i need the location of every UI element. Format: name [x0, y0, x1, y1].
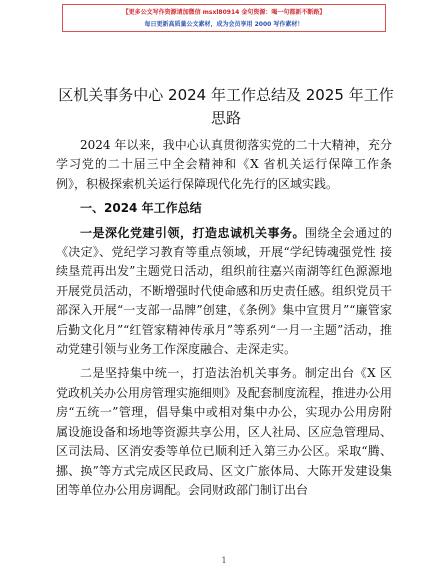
paragraph-1-body: 围绕全会通过的《决定》、党纪学习教育等重点领域，开展“学纪铸魂强党性 接续垦荒再出发”主题党日活动，组织前往嘉兴南湖等红色源源地开展党员活动，不断增强时代使命感和历史责任感。组织党员干部深入开展“一支部一品牌”创建，《条例》集中宣贯月”“廉管家后勤文化月”“红管家精神传承月”等系列“一月一主题”活动，推动党建引领与业务工作深度融合、走深走实。: [56, 225, 393, 357]
section-heading: 一、2024 年工作总结: [80, 201, 202, 216]
paragraph-1-lead: 一是深化党建引领，打造忠诚机关事务。: [80, 225, 305, 240]
page-number: 1: [221, 556, 227, 565]
document-title: 区机关事务中心 2024 年工作总结及 2025 年工作思路: [58, 86, 394, 127]
promo-line-1: 【更多公文写作资源请加微信 msxl80914 金句资源：喝一句都新不断路】: [122, 9, 326, 16]
document-body: [56, 136, 392, 505]
paragraph-2: 二是坚持集中统一，打造法治机关事务。制定出台《X 区党政机关办公用房管理实施细则》及配套制度流程，推进办公用房“五统一”管理，倡导集中或相对集中办公，实现办公用房附属设施设备和场地等资源共享公用，区人社局、区应急管理局、区司法局、区消安委等单位已顺利迁入第三办公区。采取“腾、挪、换”等方式完成区民政局、区文广旅体局、大陈开发建设集团等单位办公用房调配。会同财政部门制订出台: [56, 366, 393, 497]
paragraph-1: [56, 224, 392, 360]
promo-line-2: 每日更新高质量公文素材，成为会员享用 2000 写作素材！: [144, 21, 304, 28]
promo-banner: [62, 4, 386, 32]
intro-paragraph: 2024 年以来，我中心认真贯彻落实党的二十大精神，充分学习党的二十届三中全会精神和《X 省机关运行保障工作条例》，积极探索机关运行保障现代化先行的区域实践。: [56, 138, 392, 191]
